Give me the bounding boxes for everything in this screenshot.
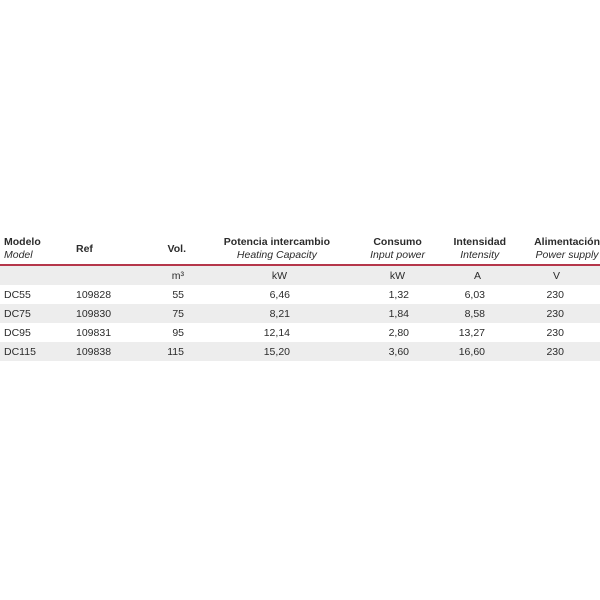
header-intensity-sublabel: Intensity	[460, 249, 500, 261]
header-supply-label: Alimentación	[534, 236, 600, 248]
header-model	[0, 236, 60, 262]
cell-intensity: 13,27	[458, 326, 485, 339]
cell-supply: 230	[546, 345, 564, 358]
cell-power: 6,46	[269, 288, 290, 301]
unit-supply: V	[552, 269, 560, 282]
cell-model: DC55	[4, 288, 31, 301]
unit-intensity: A	[473, 269, 481, 282]
cell-model: DC115	[4, 345, 36, 358]
header-power-label: Potencia intercambio	[223, 236, 330, 248]
cell-power: 12,14	[263, 326, 290, 339]
cell-ref: 109830	[76, 307, 112, 320]
header-vol	[130, 243, 190, 256]
table-row	[0, 285, 600, 304]
cell-intensity: 16,60	[458, 345, 485, 358]
unit-power: kW	[271, 269, 287, 282]
cell-ref: 109838	[76, 345, 112, 358]
table-header	[0, 234, 600, 266]
header-supply	[510, 236, 600, 262]
header-consumption-label: Consumo	[373, 236, 422, 248]
cell-ref: 109831	[76, 326, 112, 339]
cell-consumption: 1,32	[388, 288, 409, 301]
cell-vol: 55	[172, 288, 184, 301]
cell-ref: 109828	[76, 288, 112, 301]
cell-consumption: 2,80	[388, 326, 409, 339]
header-vol-label: Vol.	[167, 242, 186, 255]
cell-supply: 230	[546, 326, 564, 339]
cell-power: 8,21	[269, 307, 290, 320]
header-ref	[60, 243, 130, 256]
unit-vol: m³	[171, 269, 184, 282]
cell-consumption: 3,60	[388, 345, 409, 358]
header-model-sublabel: Model	[4, 249, 33, 261]
table-row	[0, 304, 600, 323]
cell-intensity: 8,58	[464, 307, 485, 320]
cell-vol: 95	[172, 326, 184, 339]
cell-consumption: 1,84	[388, 307, 409, 320]
unit-consumption: kW	[389, 269, 405, 282]
header-power-sublabel: Heating Capacity	[236, 249, 317, 261]
cell-vol: 115	[167, 345, 184, 358]
spec-table	[0, 234, 600, 361]
header-consumption-sublabel: Input power	[370, 249, 425, 261]
header-intensity	[425, 236, 510, 262]
cell-power: 15,20	[263, 345, 290, 358]
cell-intensity: 6,03	[464, 288, 485, 301]
header-consumption	[330, 236, 425, 262]
header-supply-sublabel: Power supply	[535, 249, 599, 261]
cell-supply: 230	[546, 288, 564, 301]
cell-vol: 75	[172, 307, 184, 320]
header-ref-label: Ref	[76, 242, 93, 255]
header-intensity-label: Intensidad	[453, 236, 506, 248]
table-row	[0, 323, 600, 342]
cell-supply: 230	[546, 307, 564, 320]
table-row	[0, 342, 600, 361]
cell-model: DC75	[4, 307, 31, 320]
header-power	[190, 236, 330, 262]
cell-model: DC95	[4, 326, 31, 339]
header-model-label: Modelo	[4, 236, 41, 248]
units-row	[0, 266, 600, 285]
